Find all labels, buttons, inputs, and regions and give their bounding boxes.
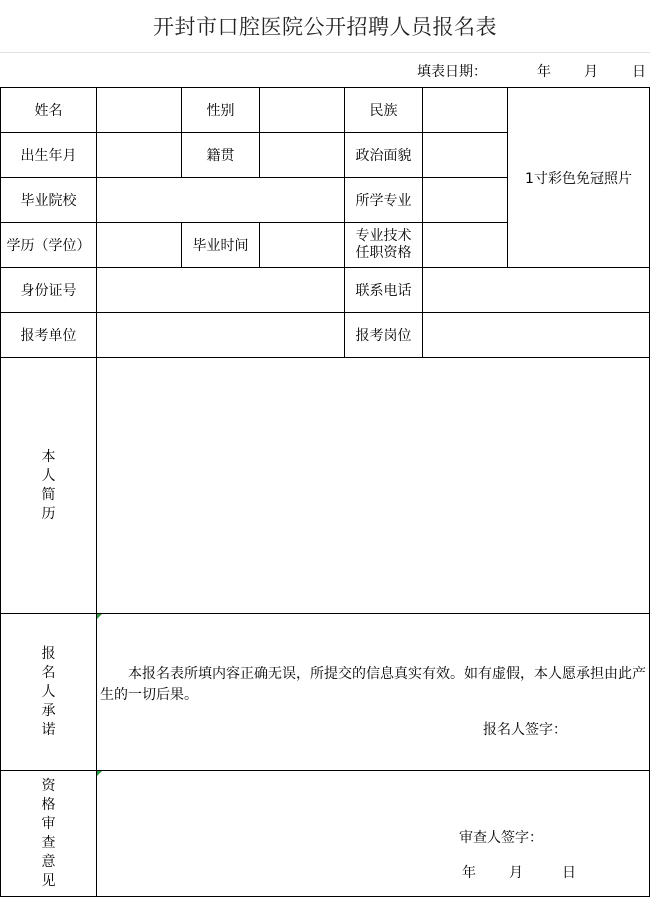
review-label-char: 审 <box>41 815 56 832</box>
gender-field[interactable] <box>260 88 345 133</box>
fill-date-label: 填表日期： <box>417 64 487 80</box>
unit-label: 报考单位 <box>1 313 97 358</box>
fill-date-year: 年 <box>537 64 551 80</box>
phone-field[interactable] <box>423 268 650 313</box>
qualification-label-line2: 任职资格 <box>355 245 412 261</box>
qualification-label <box>345 223 423 268</box>
fill-date-month: 月 <box>584 64 598 80</box>
resume-field[interactable] <box>97 358 650 614</box>
position-label: 报考岗位 <box>345 313 423 358</box>
promise-label-char: 人 <box>41 683 56 700</box>
promise-label-char: 名 <box>41 664 56 681</box>
reviewer-signature-label: 审查人签字： <box>459 830 543 846</box>
native-place-label: 籍贯 <box>182 133 260 178</box>
id-number-field[interactable] <box>97 268 345 313</box>
resume-label-char: 简 <box>41 486 56 503</box>
qualification-label-line1: 专业技术 <box>355 228 412 244</box>
review-label-char: 资 <box>41 777 56 794</box>
qualification-field[interactable] <box>423 223 508 268</box>
applicant-signature-label: 报名人签字： <box>483 722 567 738</box>
school-label: 毕业院校 <box>1 178 97 223</box>
name-label: 姓名 <box>1 88 97 133</box>
promise-label <box>1 614 97 771</box>
review-date-day: 日 <box>562 865 576 881</box>
review-cell[interactable] <box>97 771 650 897</box>
review-label-char: 格 <box>41 796 56 813</box>
fill-date-row <box>0 52 650 87</box>
major-field[interactable] <box>423 178 508 223</box>
registration-table <box>0 87 650 897</box>
resume-label-char: 历 <box>41 505 56 522</box>
promise-label-char: 承 <box>41 702 56 719</box>
resume-label <box>1 358 97 614</box>
name-field[interactable] <box>97 88 182 133</box>
form-title: 开封市口腔医院公开招聘人员报名表 <box>0 0 650 53</box>
major-label: 所学专业 <box>345 178 423 223</box>
education-field[interactable] <box>97 223 182 268</box>
education-label: 学历（学位） <box>1 223 97 268</box>
review-label-char: 意 <box>41 853 56 870</box>
unit-field[interactable] <box>97 313 345 358</box>
gender-label: 性别 <box>182 88 260 133</box>
grad-time-field[interactable] <box>260 223 345 268</box>
review-date-month: 月 <box>509 865 523 881</box>
id-number-label: 身份证号 <box>1 268 97 313</box>
review-label-char: 见 <box>41 872 56 889</box>
review-date-year: 年 <box>462 865 476 881</box>
fill-date-day: 日 <box>632 64 646 80</box>
promise-text: 本报名表所填内容正确无误，所提交的信息真实有效。如有虚假，本人愿承担由此产生的一切后果。 <box>100 666 646 703</box>
position-field[interactable] <box>423 313 650 358</box>
grad-time-label: 毕业时间 <box>182 223 260 268</box>
promise-label-char: 诺 <box>41 721 56 738</box>
school-field[interactable] <box>97 178 345 223</box>
birth-label: 出生年月 <box>1 133 97 178</box>
ethnicity-field[interactable] <box>423 88 508 133</box>
promise-cell[interactable] <box>97 614 650 771</box>
cell-comment-marker <box>97 614 102 619</box>
native-place-field[interactable] <box>260 133 345 178</box>
cell-comment-marker <box>97 771 102 776</box>
promise-label-char: 报 <box>41 645 56 662</box>
phone-label: 联系电话 <box>345 268 423 313</box>
ethnicity-label: 民族 <box>345 88 423 133</box>
resume-label-char: 人 <box>41 467 56 484</box>
birth-field[interactable] <box>97 133 182 178</box>
political-status-label: 政治面貌 <box>345 133 423 178</box>
resume-label-char: 本 <box>41 448 56 465</box>
political-status-field[interactable] <box>423 133 508 178</box>
review-label-char: 查 <box>41 834 56 851</box>
review-label <box>1 771 97 897</box>
photo-box[interactable]: 1寸彩色免冠照片 <box>508 88 650 268</box>
